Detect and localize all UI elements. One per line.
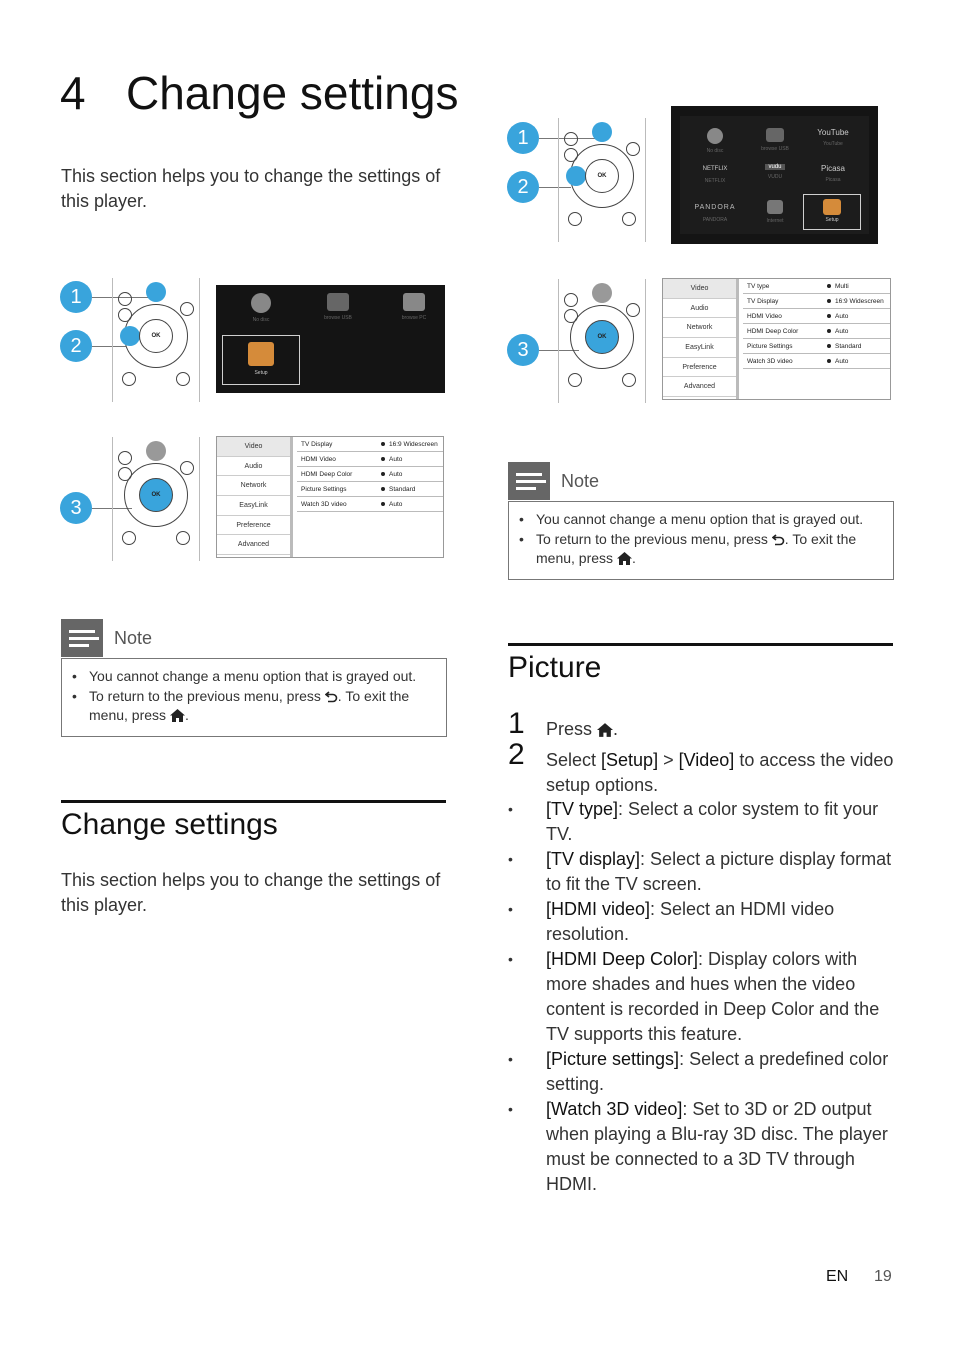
home-menu-screen bbox=[671, 106, 878, 244]
section-rule bbox=[508, 643, 893, 646]
home-icon bbox=[597, 723, 613, 737]
tile-no-disc: No disc bbox=[231, 293, 291, 323]
top-menu-icon bbox=[564, 293, 578, 307]
disc-menu-icon bbox=[180, 461, 194, 475]
section-rule bbox=[61, 800, 446, 803]
ok-button-icon: OK bbox=[139, 319, 173, 353]
tile-picasa: Picasa Picasa bbox=[820, 164, 845, 183]
note-item: • You cannot change a menu option that is grayed out. bbox=[89, 667, 434, 687]
dpad-left-highlight bbox=[566, 166, 586, 186]
remote-illustration bbox=[108, 437, 204, 561]
menu-row: TV Display 16:9 Widescreen bbox=[743, 294, 890, 309]
tile-netflix: NETFLIX NETFLIX bbox=[702, 166, 728, 184]
chapter-number: 4 bbox=[60, 67, 86, 119]
back-icon bbox=[122, 372, 136, 386]
menu-row: HDMI Video Auto bbox=[297, 452, 443, 467]
tile-setup: Setup bbox=[222, 335, 300, 385]
options-icon bbox=[622, 373, 636, 387]
menu-item-network: Network bbox=[217, 476, 290, 496]
tile-pandora: PANDORA PANDORA bbox=[694, 204, 736, 223]
ok-button-icon: OK bbox=[139, 478, 173, 512]
menu-item-preference: Preference bbox=[663, 358, 736, 378]
menu-row: Watch 3D video Auto bbox=[743, 354, 890, 369]
page-number: 19 bbox=[874, 1268, 892, 1285]
ok-button-icon: OK bbox=[585, 159, 619, 193]
note-item: • To return to the previous menu, press . To exit the menu, press . bbox=[89, 687, 434, 726]
dpad-left-highlight bbox=[120, 326, 140, 346]
step-badge-1: 1 bbox=[507, 122, 539, 154]
list-item: • [TV type]: Select a color system to fit your TV. bbox=[508, 797, 898, 847]
tile-browse-usb: browse USB bbox=[308, 293, 368, 321]
tile-youtube: YouTube YouTube bbox=[817, 128, 849, 147]
options-icon bbox=[176, 372, 190, 386]
menu-item-audio: Audio bbox=[217, 457, 290, 477]
video-options-list bbox=[508, 797, 898, 1197]
step-text-1: Press . bbox=[546, 719, 619, 739]
note-icon bbox=[508, 462, 550, 500]
note-item: • To return to the previous menu, press . To exit the menu, press . bbox=[536, 530, 881, 569]
step-badge-3: 3 bbox=[507, 334, 539, 366]
top-menu-icon bbox=[118, 451, 132, 465]
back-icon bbox=[568, 212, 582, 226]
menu-row: TV Display 16:9 Widescreen bbox=[297, 437, 443, 452]
list-item: • [HDMI Deep Color]: Display colors with more shades and hues when the video content is recorded in Deep Color and the TV supports this feature. bbox=[508, 947, 898, 1047]
disc-menu-icon bbox=[180, 302, 194, 316]
disc-menu-icon bbox=[626, 142, 640, 156]
top-menu-icon bbox=[118, 292, 132, 306]
home-icon bbox=[146, 282, 166, 302]
menu-row: Picture Settings Standard bbox=[743, 339, 890, 354]
menu-item-video: Video bbox=[663, 279, 736, 299]
note-box bbox=[61, 658, 447, 737]
section-text: This section helps you to change the settings of this player. bbox=[61, 870, 441, 915]
remote-illustration bbox=[554, 279, 650, 403]
tile-vudu: vudu VUDU bbox=[745, 164, 805, 180]
menu-item-preference: Preference bbox=[217, 516, 290, 536]
ok-button-icon: OK bbox=[585, 320, 619, 354]
disc-menu-icon bbox=[626, 303, 640, 317]
menu-item-easylink: EasyLink bbox=[217, 496, 290, 516]
options-icon bbox=[622, 212, 636, 226]
menu-item-video: Video bbox=[217, 437, 290, 457]
menu-item-advanced: Advanced bbox=[217, 535, 290, 555]
home-icon bbox=[146, 441, 166, 461]
tile-no-disc: No disc bbox=[685, 128, 745, 154]
step-badge-1: 1 bbox=[60, 281, 92, 313]
home-icon bbox=[617, 552, 632, 565]
menu-row: HDMI Deep Color Auto bbox=[743, 324, 890, 339]
options-icon bbox=[176, 531, 190, 545]
section-title: Change settings bbox=[61, 808, 278, 841]
note-header bbox=[508, 462, 893, 502]
tile-setup: Setup bbox=[803, 194, 861, 230]
menu-row: HDMI Video Auto bbox=[743, 309, 890, 324]
note-header bbox=[61, 619, 446, 659]
footer-language: EN bbox=[826, 1268, 849, 1285]
remote-illustration bbox=[554, 118, 650, 242]
list-item: • [HDMI video]: Select an HDMI video resolution. bbox=[508, 897, 898, 947]
list-item: • [Watch 3D video]: Set to 3D or 2D output when playing a Blu-ray 3D disc. The player must be connected to a 3D TV through HDMI. bbox=[508, 1097, 898, 1197]
step-text-2: Select [Setup] > [Video] to access the video setup options. bbox=[546, 750, 894, 795]
back-icon bbox=[325, 690, 338, 703]
note-item: • You cannot change a menu option that is grayed out. bbox=[536, 510, 881, 530]
step-badge-3: 3 bbox=[60, 492, 92, 524]
menu-item-audio: Audio bbox=[663, 299, 736, 319]
menu-item-network: Network bbox=[663, 318, 736, 338]
top-menu-icon bbox=[564, 132, 578, 146]
back-icon bbox=[122, 531, 136, 545]
note-label: Note bbox=[114, 628, 153, 648]
tile-internet: Internet bbox=[745, 200, 805, 224]
list-item: • [TV display]: Select a picture display format to fit the TV screen. bbox=[508, 847, 898, 897]
home-menu-screen bbox=[216, 285, 445, 393]
menu-row: Picture Settings Standard bbox=[297, 482, 443, 497]
menu-item-advanced: Advanced bbox=[663, 377, 736, 397]
section-title-picture: Picture bbox=[508, 651, 602, 684]
menu-row: HDMI Deep Color Auto bbox=[297, 467, 443, 482]
step-number-1: 1 bbox=[508, 707, 525, 740]
step-number-2: 2 bbox=[508, 738, 525, 771]
chapter-intro: This section helps you to change the settings of this player. bbox=[61, 166, 441, 211]
step-badge-2: 2 bbox=[60, 330, 92, 362]
back-icon bbox=[772, 533, 785, 546]
menu-row: TV type Multi bbox=[743, 279, 890, 294]
tile-browse-usb: browse USB bbox=[745, 128, 805, 152]
step-badge-2: 2 bbox=[507, 171, 539, 203]
video-settings-menu bbox=[216, 436, 444, 558]
home-icon bbox=[592, 283, 612, 303]
menu-item-easylink: EasyLink bbox=[663, 338, 736, 358]
home-icon bbox=[170, 709, 185, 722]
remote-illustration bbox=[108, 278, 204, 402]
note-box bbox=[508, 501, 894, 580]
list-item: • [Picture settings]: Select a predefined color setting. bbox=[508, 1047, 898, 1097]
video-settings-menu bbox=[662, 278, 891, 400]
note-label: Note bbox=[561, 471, 600, 491]
chapter-title: Change settings bbox=[126, 67, 459, 119]
home-icon bbox=[592, 122, 612, 142]
back-icon bbox=[568, 373, 582, 387]
tile-browse-pc: browse PC bbox=[384, 293, 444, 321]
note-icon bbox=[61, 619, 103, 657]
menu-row: Watch 3D video Auto bbox=[297, 497, 443, 512]
